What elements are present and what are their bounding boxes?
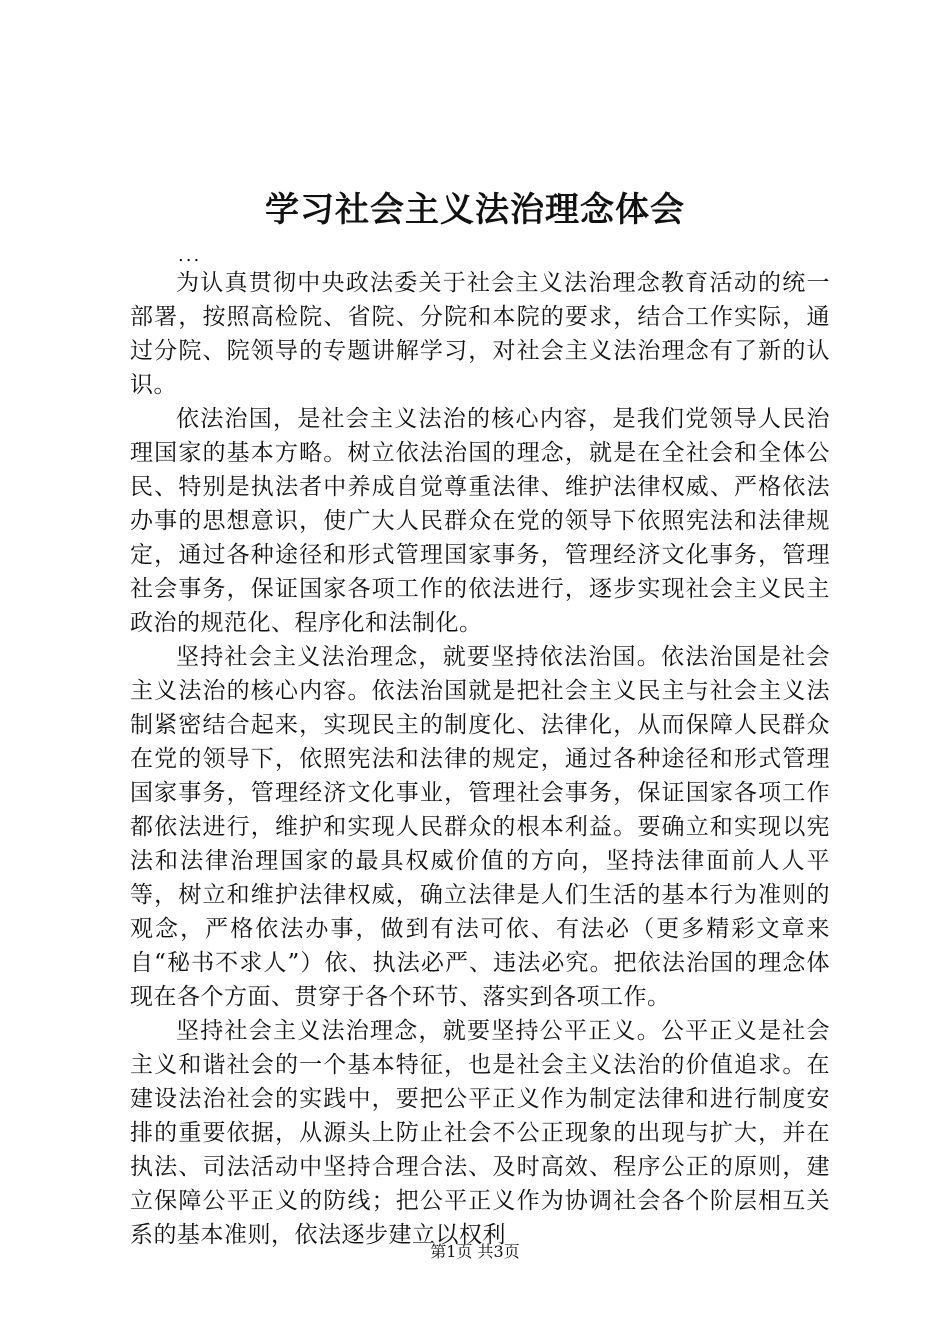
paragraph-4: 坚持社会主义法治理念，就要坚持公平正义。公平正义是社会主义和谐社会的一个基本特征，也是社会主义法治的价值追求。在建设法治社会的实践中，要把公平正义作为制定法律和进行制度安排的重要依据，从源头上防止社会不公正现象的出现与扩大，并在执法、司法活动中坚持合理合法、及时高效、程序公正的原则，建立保障公平正义的防线；把公平正义作为协调社会各个阶层相互关系的基本准则，依法逐步建立以权利 (130, 1018, 830, 1248)
page-footer: 第1页 共3页 (430, 1242, 520, 1261)
ellipsis-marker: ... (178, 245, 202, 266)
paragraph-3: 坚持社会主义法治理念，就要坚持依法治国。依法治国是社会主义法治的核心内容。依法治国就是把社会主义民主与社会主义法制紧密结合起来，实现民主的制度化、法律化，从而保障人民群众在党的领导下，依照宪法和法律的规定，通过各种途径和形式管理国家事务，管理经济文化事业，管理社会事务，保证国家各项工作都依法进行，维护和实现人民群众的根本利益。要确立和实现以宪法和法律治理国家的最具权威价值的方向，坚持法律面前人人平等，树立和维护法律权威，确立法律是人们生活的基本行为准则的观念，严格依法办事，做到有法可依、有法必（更多精彩文章来自“秘书不求人”）依、执法必严、违法必究。把依法治国的理念体现在各个方面、贯穿于各个环节、落实到各项工作。 (130, 644, 830, 1010)
document-title: 学习社会主义法治理念体会 (265, 190, 685, 230)
document-body (130, 266, 830, 1252)
paragraph-2: 依法治国，是社会主义法治的核心内容，是我们党领导人民治理国家的基本方略。树立依法治国的理念，就是在全社会和全体公民、特别是执法者中养成自觉尊重法律、维护法律权威、严格依法办事的思想意识，使广大人民群众在党的领导下依照宪法和法律规定，通过各种途径和形式管理国家事务，管理经济文化事务，管理社会事务，保证国家各项工作的依法进行，逐步实现社会主义民主政治的规范化、程序化和法制化。 (130, 406, 830, 636)
paragraph-1: 为认真贯彻中央政法委关于社会主义法治理念教育活动的统一部署，按照高检院、省院、分院和本院的要求，结合工作实际，通过分院、院领导的专题讲解学习，对社会主义法治理念有了新的认识。 (130, 270, 830, 398)
